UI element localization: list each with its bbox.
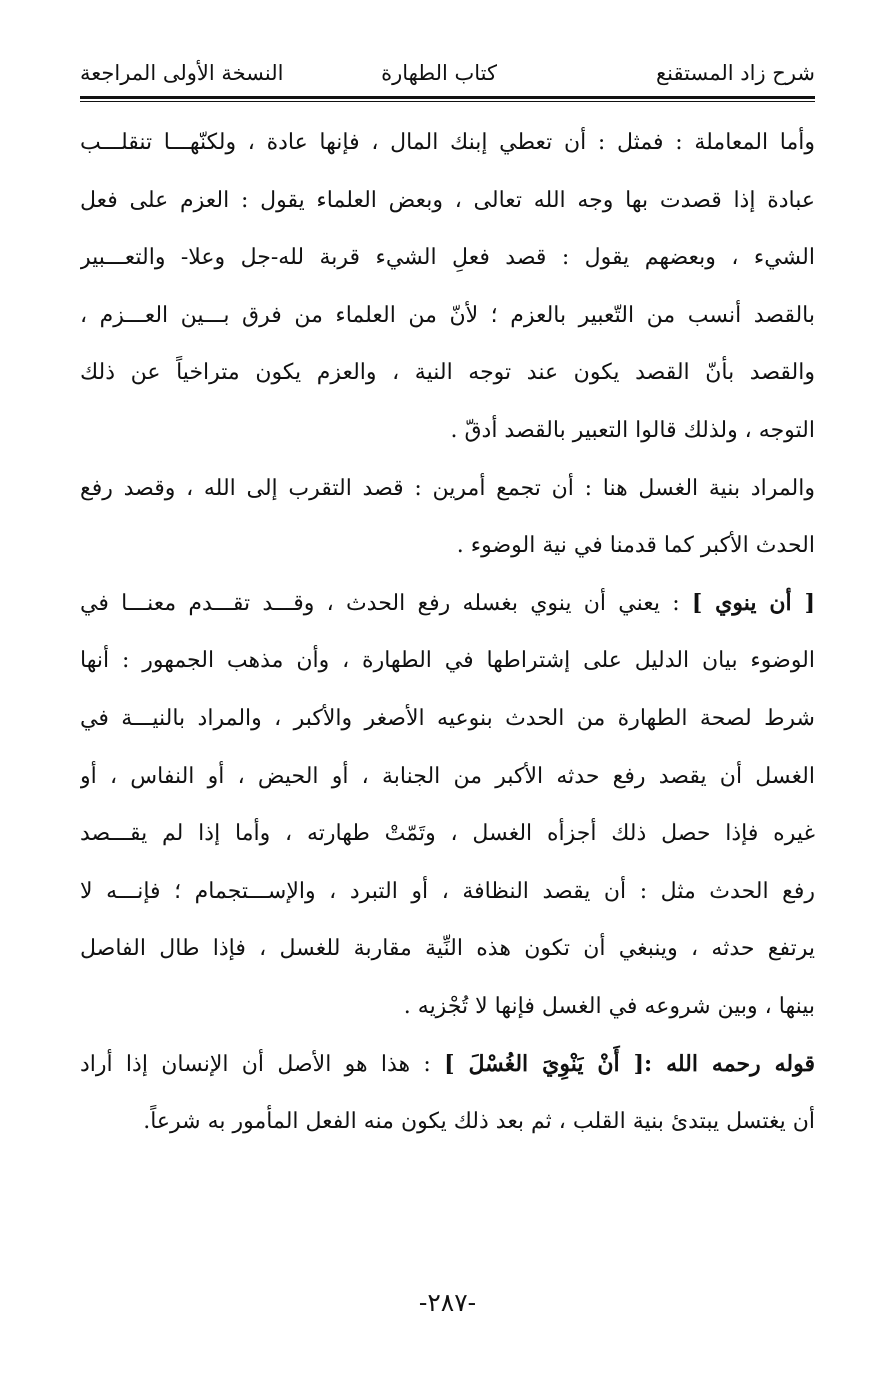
line-text: غيره فإذا حصل ذلك أجزأه الغسل ، وتَمّتْ طهارته ، وأما إذا لم يقـــصد	[80, 821, 815, 847]
line-text: بالقصد أنسب من التّعبير بالعزم ؛ لأنّ من العلماء من فرق بـــين العـــزم ،	[80, 302, 815, 328]
text-line	[80, 978, 815, 1036]
text-line	[80, 460, 815, 518]
line-text: شرط لصحة الطهارة من الحدث بنوعيه الأصغر والأكبر ، والمراد بالنيـــة في	[80, 705, 815, 731]
text-line	[80, 517, 815, 575]
line-text: الشيء ، وبعضهم يقول : قصد فعلِ الشيء قربة لله-جل وعلا- والتعـــبير	[80, 245, 815, 271]
header-edition-note: النسخة الأولى المراجعة	[80, 61, 284, 85]
running-header	[80, 58, 815, 94]
text-line	[80, 1036, 815, 1094]
text-line	[80, 748, 815, 806]
text-line	[80, 344, 815, 402]
text-line	[80, 172, 815, 230]
line-text: والمراد بنية الغسل هنا : أن تجمع أمرين : قصد التقرب إلى الله ، وقصد رفع	[80, 475, 815, 501]
text-line	[80, 805, 815, 863]
line-text: أن يغتسل يبتدئ بنية القلب ، ثم بعد ذلك يكون منه الفعل المأمور به شرعاً.	[143, 1109, 815, 1135]
line-text: رفع الحدث مثل : أن يقصد النظافة ، أو التبرد ، والإســـتجمام ؛ فإنـــه لا	[80, 878, 815, 904]
text-line	[80, 287, 815, 345]
page-number: -٢٨٧-	[418, 1288, 477, 1317]
header-rule-thick	[80, 96, 815, 99]
header-rule-thin	[80, 101, 815, 102]
text-line	[80, 920, 815, 978]
bold-lemma: [ أن ينوي ]	[691, 589, 815, 616]
text-line	[80, 575, 815, 633]
line-text: بينها ، وبين شروعه في الغسل فإنها لا تُجْزيه .	[403, 993, 815, 1019]
line-text: : يعني أن ينوي بغسله رفع الحدث ، وقـــد تقـــدم معنـــا في	[80, 590, 692, 616]
line-text: : هذا هو الأصل أن الإنسان إذا أراد	[80, 1051, 445, 1077]
text-line	[80, 632, 815, 690]
line-text: التوجه ، ولذلك قالوا التعبير بالقصد أدقّ .	[450, 417, 815, 443]
line-text: الوضوء بيان الدليل على إشتراطها في الطهارة ، وأن مذهب الجمهور : أنها	[80, 648, 815, 674]
line-text: عبادة إذا قصدت بها وجه الله تعالى ، وبعض العلماء يقول : العزم على فعل	[80, 187, 815, 213]
header-chapter-title: كتاب الطهارة	[381, 61, 497, 85]
line-text: وأما المعاملة : فمثل : أن تعطي إبنك المال ، فإنها عادة ، ولكنّهـــا تنقلـــب	[80, 130, 815, 155]
line-text: الحدث الأكبر كما قدمنا في نية الوضوء .	[456, 533, 815, 559]
document-page	[80, 0, 815, 1376]
text-line	[80, 863, 815, 921]
text-line	[80, 229, 815, 287]
text-line	[80, 1093, 815, 1151]
text-line	[80, 402, 815, 460]
line-text: يرتفع حدثه ، وينبغي أن تكون هذه النِّية مقاربة للغسل ، فإذا طال الفاصل	[80, 936, 815, 962]
bold-lemma: قوله رحمه الله :[ أَنْ يَنْوِيَ الغُسْلَ ]	[444, 1050, 815, 1077]
text-line	[80, 690, 815, 748]
header-book-title: شرح زاد المستقنع	[656, 61, 815, 85]
line-text: الغسل أن يقصد رفع حدثه الأكبر من الجنابة ، أو الحيض ، أو النفاس ، أو	[80, 763, 815, 789]
line-text: والقصد بأنّ القصد يكون عند توجه النية ، والعزم يكون متراخياً عن ذلك	[80, 360, 815, 386]
body-text	[80, 114, 815, 1151]
text-line	[80, 114, 815, 172]
